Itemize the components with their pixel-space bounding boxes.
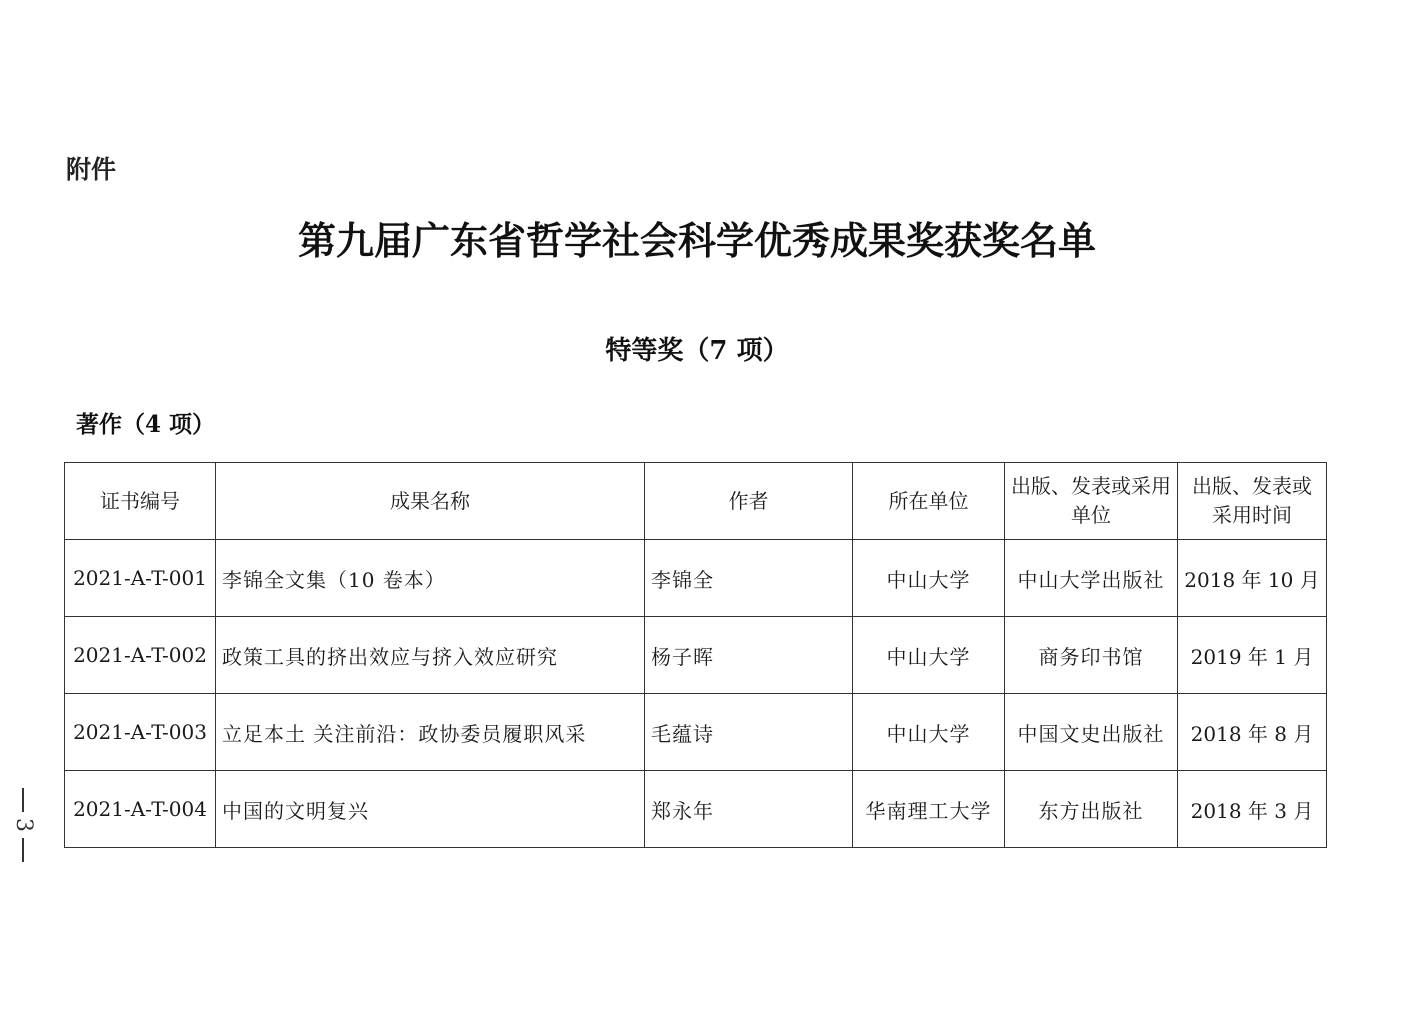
cell-affiliation: 中山大学 [853, 540, 1005, 617]
header-certificate-id: 证书编号 [65, 463, 216, 540]
page-number [8, 788, 38, 862]
awards-table [64, 462, 1327, 848]
page-number-dash-top [22, 788, 24, 812]
table-row [65, 617, 1327, 694]
header-publish-date: 出版、发表或采用时间 [1178, 463, 1327, 540]
cell-affiliation: 中山大学 [853, 694, 1005, 771]
cell-publish-date: 2018 年 10 月 [1178, 540, 1327, 617]
document-title: 第九届广东省哲学社会科学优秀成果奖获奖名单 [297, 219, 1096, 263]
header-affiliation: 所在单位 [853, 463, 1005, 540]
category-title: 著作（4 项） [76, 411, 216, 438]
cell-publish-date: 2019 年 1 月 [1178, 617, 1327, 694]
table-row [65, 694, 1327, 771]
cell-author: 郑永年 [645, 771, 853, 848]
cell-certificate-id: 2021-A-T-003 [65, 694, 216, 771]
header-author: 作者 [645, 463, 853, 540]
cell-certificate-id: 2021-A-T-001 [65, 540, 216, 617]
cell-publisher: 中山大学出版社 [1005, 540, 1178, 617]
header-publisher: 出版、发表或采用单位 [1005, 463, 1178, 540]
cell-achievement-name: 立足本土 关注前沿：政协委员履职风采 [216, 694, 645, 771]
cell-achievement-name: 李锦全文集（10 卷本） [216, 540, 645, 617]
cell-publisher: 中国文史出版社 [1005, 694, 1178, 771]
header-achievement-name: 成果名称 [216, 463, 645, 540]
cell-affiliation: 中山大学 [853, 617, 1005, 694]
table-header-row [65, 463, 1327, 540]
attachment-label: 附件 [66, 155, 117, 184]
cell-author: 李锦全 [645, 540, 853, 617]
cell-certificate-id: 2021-A-T-002 [65, 617, 216, 694]
cell-achievement-name: 政策工具的挤出效应与挤入效应研究 [216, 617, 645, 694]
section-title: 特等奖（7 项） [605, 336, 789, 366]
cell-affiliation: 华南理工大学 [853, 771, 1005, 848]
table-row [65, 771, 1327, 848]
cell-author: 杨子晖 [645, 617, 853, 694]
page-number-digit: 3 [11, 818, 36, 832]
table-row [65, 540, 1327, 617]
cell-publish-date: 2018 年 3 月 [1178, 771, 1327, 848]
cell-publisher: 商务印书馆 [1005, 617, 1178, 694]
cell-publisher: 东方出版社 [1005, 771, 1178, 848]
cell-certificate-id: 2021-A-T-004 [65, 771, 216, 848]
cell-achievement-name: 中国的文明复兴 [216, 771, 645, 848]
cell-publish-date: 2018 年 8 月 [1178, 694, 1327, 771]
cell-author: 毛蕴诗 [645, 694, 853, 771]
page-number-dash-bottom [22, 838, 24, 862]
